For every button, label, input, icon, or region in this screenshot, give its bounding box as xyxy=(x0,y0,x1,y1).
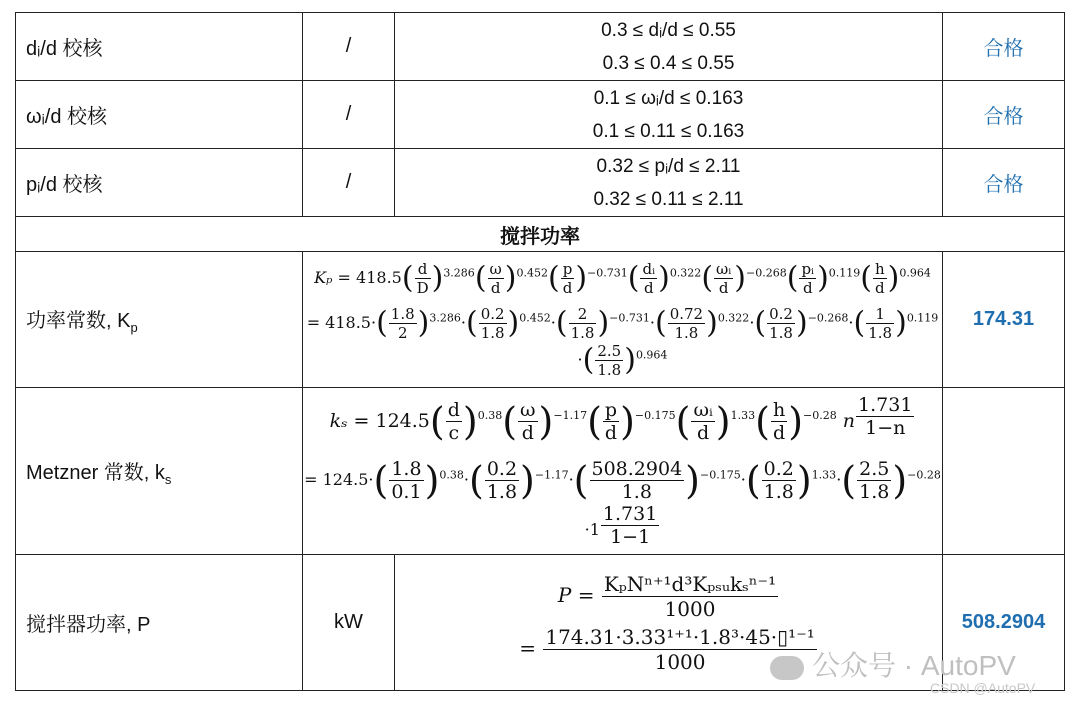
exponent: −0.731 xyxy=(587,266,628,280)
formula-cell xyxy=(395,81,943,149)
numerator: 1.8 xyxy=(391,458,422,481)
left-paren: ( xyxy=(547,260,560,296)
right-paren: ) xyxy=(417,305,430,341)
power-symbol: P xyxy=(557,582,572,607)
tail-value: ·1 xyxy=(584,519,600,539)
exponent: 0.322 xyxy=(669,266,702,280)
numerator: p xyxy=(604,399,618,422)
exponent: −0.731 xyxy=(609,311,650,325)
right-paren: ) xyxy=(734,260,746,296)
dot: · xyxy=(577,350,583,369)
fraction xyxy=(518,399,538,444)
left-paren: ( xyxy=(755,399,770,444)
exponent: 0.119 xyxy=(828,266,861,280)
fraction xyxy=(389,458,423,503)
exponent: −0.268 xyxy=(746,266,787,280)
numerator: ωᵢ xyxy=(693,399,713,422)
numerator: 0.2 xyxy=(769,305,793,323)
left-paren: ( xyxy=(502,399,518,444)
denominator: d xyxy=(490,279,501,297)
numerator: pᵢ xyxy=(801,260,815,278)
unit-cell: / xyxy=(303,13,395,81)
denominator: d xyxy=(697,422,710,445)
left-paren: ( xyxy=(754,305,767,341)
exponent: 0.38 xyxy=(439,468,464,482)
fraction xyxy=(569,305,597,342)
table-row xyxy=(16,252,1065,388)
dot: · xyxy=(740,470,746,490)
check-label: pᵢ/d 校核 xyxy=(16,149,303,217)
kp-symbol: Kₚ xyxy=(314,268,333,287)
numerator: d xyxy=(415,260,431,279)
check-label: dᵢ/d 校核 xyxy=(16,13,303,81)
fraction xyxy=(561,260,575,297)
formula-term xyxy=(755,399,837,444)
formula-term xyxy=(402,260,475,297)
left-paren: ( xyxy=(474,260,487,296)
dot: · xyxy=(848,313,854,332)
left-paren: ( xyxy=(786,260,799,296)
power-numeric-line: = $\frac{\text{174.31·3.33¹⁺¹·1.8³·45·▯¹⁻¹}}{1000}$ xyxy=(519,624,815,674)
fraction xyxy=(590,458,685,503)
calc-table xyxy=(15,12,1065,691)
exponent: 0.964 xyxy=(899,266,931,280)
denominator: 1.8 xyxy=(570,324,595,342)
left-paren: ( xyxy=(465,305,478,341)
right-paren: ) xyxy=(658,260,670,296)
left-paren: ( xyxy=(468,458,484,503)
numerator: ω xyxy=(489,260,502,278)
denominator: d xyxy=(521,422,534,445)
formula-term xyxy=(848,305,938,342)
exponent: −0.28 xyxy=(803,409,837,423)
numerator: 2.5 xyxy=(859,458,890,481)
exponent: 3.286 xyxy=(429,311,461,325)
numerator: 0.2 xyxy=(763,458,794,481)
right-paren: ) xyxy=(788,399,804,444)
fraction xyxy=(603,399,619,444)
formula-term xyxy=(368,458,463,503)
result-cell: 合格 xyxy=(943,81,1065,149)
exponent: −0.268 xyxy=(807,311,849,325)
numerator: 1 xyxy=(866,305,894,324)
left-paren: ( xyxy=(860,260,872,296)
denominator: 1.8 xyxy=(674,324,699,342)
formula-term xyxy=(578,342,668,379)
exponent: 0.964 xyxy=(635,348,668,362)
dot: · xyxy=(460,313,466,332)
denominator: d xyxy=(604,422,618,445)
fraction xyxy=(866,305,894,342)
fraction xyxy=(691,399,714,444)
numerator: h xyxy=(772,399,786,422)
exponent: 1.33 xyxy=(811,468,837,482)
equals: = 124.5 xyxy=(347,409,430,432)
dot: · xyxy=(649,313,655,332)
denominator: 1.8 xyxy=(859,481,890,504)
right-paren: ) xyxy=(504,260,517,296)
denominator: 0.1 xyxy=(391,481,422,504)
left-paren: ( xyxy=(429,399,445,444)
exponent: 0.38 xyxy=(477,409,503,423)
denominator: 1−1 xyxy=(610,526,651,549)
fraction xyxy=(857,458,891,503)
formula-term xyxy=(430,399,502,444)
formula-term xyxy=(548,260,628,297)
exponent: 1.33 xyxy=(730,409,756,423)
right-paren: ) xyxy=(424,458,440,503)
denominator: 2 xyxy=(397,324,408,342)
denominator: d xyxy=(802,279,813,297)
numerator: h xyxy=(875,260,885,278)
fraction xyxy=(485,458,519,503)
power-value-numerator: 174.31·3.33¹⁺¹·1.8³·45·▯¹⁻¹ xyxy=(545,624,815,649)
denominator: D xyxy=(416,279,429,297)
formula-term xyxy=(371,305,461,342)
numerator: p xyxy=(562,260,573,278)
right-paren: ) xyxy=(520,458,535,503)
fraction xyxy=(767,305,795,342)
kp-result: 174.31 xyxy=(943,252,1065,388)
kp-symbolic-line xyxy=(303,260,942,297)
power-label: 搅拌器功率, P xyxy=(16,555,303,691)
equals: = 418.5 xyxy=(306,313,371,332)
formula-term xyxy=(701,260,786,297)
watermark xyxy=(770,644,1016,684)
formula-term xyxy=(860,260,931,297)
value-line: 0.32 ≤ 0.11 ≤ 2.11 xyxy=(593,188,744,210)
ks-result xyxy=(943,388,1065,555)
formula-term xyxy=(628,260,702,297)
right-paren: ) xyxy=(892,458,908,503)
range-line: 0.3 ≤ dᵢ/d ≤ 0.55 xyxy=(601,19,736,41)
tail-exponent xyxy=(855,393,915,439)
exponent: −0.28 xyxy=(907,468,941,482)
exponent: 0.452 xyxy=(519,311,551,325)
formula-term xyxy=(787,260,861,297)
fraction xyxy=(479,305,507,342)
numerator: 1.731 xyxy=(858,393,913,416)
formula-term xyxy=(836,458,941,503)
numerator: 2.5 xyxy=(597,342,622,360)
table-row xyxy=(16,81,1065,149)
table-row xyxy=(16,149,1065,217)
unit-cell: / xyxy=(303,149,395,217)
exponent: 0.119 xyxy=(906,311,939,325)
numerator: d xyxy=(447,399,460,422)
formula-term xyxy=(741,458,836,503)
unit-cell: / xyxy=(303,81,395,149)
formula-term xyxy=(569,458,741,503)
left-paren: ( xyxy=(701,260,714,296)
fraction xyxy=(415,260,431,297)
left-paren: ( xyxy=(555,305,568,341)
csdn-watermark: CSDN @AutoPV xyxy=(930,680,1036,696)
power-value-denominator: 1000 xyxy=(654,649,706,674)
tail-value-exponent xyxy=(600,503,660,549)
denominator: c xyxy=(448,422,460,445)
left-paren: ( xyxy=(582,342,595,378)
fraction xyxy=(668,305,705,342)
power-fraction xyxy=(602,572,778,621)
exponent: 0.322 xyxy=(717,311,750,325)
denominator: d xyxy=(772,422,786,445)
fraction xyxy=(714,260,733,297)
right-paren: ) xyxy=(895,305,907,341)
fraction xyxy=(446,399,462,444)
right-paren: ) xyxy=(796,458,812,503)
fraction xyxy=(389,305,417,342)
denominator: 1.8 xyxy=(597,361,622,379)
ks-tail xyxy=(836,393,916,439)
right-paren: ) xyxy=(624,342,636,378)
denominator: d xyxy=(562,279,573,297)
denominator: 1−n xyxy=(865,416,906,439)
ks-tail-value xyxy=(584,503,661,549)
watermark-text: 公众号 · AutoPV xyxy=(812,650,1016,681)
value-line: 0.3 ≤ 0.4 ≤ 0.55 xyxy=(602,52,735,74)
power-result: 508.2904 xyxy=(943,555,1065,691)
left-paren: ( xyxy=(373,458,389,503)
ks-label-text: Metzner 常数, k xyxy=(26,461,165,484)
table-row xyxy=(16,13,1065,81)
left-paren: ( xyxy=(627,260,640,296)
range-line: 0.32 ≤ pᵢ/d ≤ 2.11 xyxy=(596,155,741,177)
dot: · xyxy=(368,470,374,490)
result-cell: 合格 xyxy=(943,13,1065,81)
kp-label xyxy=(16,252,303,388)
numerator: ω xyxy=(520,399,536,422)
numerator: 1.8 xyxy=(390,305,415,323)
section-row xyxy=(16,217,1065,252)
power-unit: kW xyxy=(303,555,395,691)
right-paren: ) xyxy=(620,399,635,444)
exponent: 3.286 xyxy=(443,266,475,280)
numerator: ωᵢ xyxy=(716,260,732,278)
dot: · xyxy=(550,313,556,332)
check-label: ωᵢ/d 校核 xyxy=(16,81,303,149)
dot: · xyxy=(370,313,377,332)
numerator: 0.2 xyxy=(486,458,518,481)
fraction xyxy=(488,260,504,297)
numerator: 508.2904 xyxy=(591,458,683,481)
exponent: 0.452 xyxy=(516,266,548,280)
power-numerator: KₚNⁿ⁺¹d³Kₚₛᵤkₛⁿ⁻¹ xyxy=(603,571,777,596)
left-paren: ( xyxy=(376,305,388,341)
denominator: 1.8 xyxy=(763,481,794,504)
right-paren: ) xyxy=(795,305,808,341)
right-paren: ) xyxy=(715,399,731,444)
tail-symbol: n xyxy=(836,409,856,432)
numerator: 2 xyxy=(569,305,597,324)
formula-term xyxy=(676,399,755,444)
kp-numeric-line xyxy=(303,305,942,379)
kp-formula xyxy=(303,252,943,388)
denominator: 1.8 xyxy=(480,324,505,342)
numerator: 1.731 xyxy=(602,503,658,526)
formula-term xyxy=(650,305,749,342)
tail-fraction xyxy=(856,394,914,439)
ks-symbol: kₛ xyxy=(329,409,348,432)
fraction xyxy=(762,458,796,503)
right-paren: ) xyxy=(706,305,718,341)
ks-label-sub: s xyxy=(164,471,172,487)
kp-label-sub: p xyxy=(130,320,138,335)
right-paren: ) xyxy=(538,399,554,444)
denominator: 1.8 xyxy=(486,481,518,504)
denominator: d xyxy=(718,279,729,297)
result-cell: 合格 xyxy=(943,149,1065,217)
power-symbolic-line: P = $\frac{\text{KₚNⁿ⁺¹d³Kₚₛᵤkₛⁿ⁻¹}}{1000}$ xyxy=(557,571,777,621)
dot: · xyxy=(463,470,469,490)
denominator: 1.8 xyxy=(868,324,893,342)
formula-term xyxy=(464,458,569,503)
equals: = 418.5 xyxy=(332,268,402,287)
dot: · xyxy=(749,313,755,332)
section-title: 搅拌功率 xyxy=(16,217,1065,252)
numerator: dᵢ xyxy=(642,260,656,278)
fraction xyxy=(771,399,787,444)
right-paren: ) xyxy=(887,260,900,296)
equals: = 124.5 xyxy=(304,470,369,490)
left-paren: ( xyxy=(401,260,414,296)
right-paren: ) xyxy=(575,260,588,296)
formula-cell xyxy=(395,13,943,81)
denominator: d xyxy=(643,279,654,297)
fraction xyxy=(595,342,623,379)
dot: · xyxy=(836,470,842,490)
ks-formula xyxy=(303,388,943,555)
left-paren: ( xyxy=(853,305,866,341)
fraction xyxy=(640,260,657,297)
ks-symbolic-line xyxy=(303,394,942,444)
formula-cell xyxy=(395,149,943,217)
formula-term xyxy=(461,305,551,342)
right-paren: ) xyxy=(597,305,610,341)
formula-term xyxy=(551,305,650,342)
exponent: −1.17 xyxy=(553,409,588,423)
fraction xyxy=(873,260,887,297)
range-line: 0.1 ≤ ωᵢ/d ≤ 0.163 xyxy=(593,87,744,109)
table-row xyxy=(16,388,1065,555)
ks-numeric-line xyxy=(303,458,942,548)
left-paren: ( xyxy=(654,305,667,341)
ks-label xyxy=(16,388,303,555)
left-paren: ( xyxy=(745,458,761,503)
wechat-icon xyxy=(770,656,804,680)
numerator: 0.72 xyxy=(669,305,704,323)
right-paren: ) xyxy=(507,305,520,341)
dot: · xyxy=(568,470,574,490)
denominator: d xyxy=(875,279,885,297)
formula-term xyxy=(502,399,587,444)
left-paren: ( xyxy=(587,399,602,444)
left-paren: ( xyxy=(573,458,589,503)
numerator: 0.2 xyxy=(480,305,505,323)
denominator: 1.8 xyxy=(621,481,652,504)
right-paren: ) xyxy=(462,399,478,444)
denominator: 1.8 xyxy=(769,324,793,342)
left-paren: ( xyxy=(841,458,857,503)
exponent: −0.175 xyxy=(634,409,676,423)
exponent: −0.175 xyxy=(700,468,741,482)
right-paren: ) xyxy=(685,458,700,503)
fraction xyxy=(799,260,816,297)
tail-value-fraction xyxy=(601,503,659,548)
power-denominator: 1000 xyxy=(664,596,716,621)
right-paren: ) xyxy=(817,260,829,296)
exponent: −1.17 xyxy=(534,468,569,482)
kp-label-text: 功率常数, K xyxy=(26,310,131,332)
value-line: 0.1 ≤ 0.11 ≤ 0.163 xyxy=(592,120,745,142)
formula-term xyxy=(749,305,848,342)
right-paren: ) xyxy=(431,260,444,296)
formula-term xyxy=(587,399,676,444)
left-paren: ( xyxy=(675,399,691,444)
formula-term xyxy=(475,260,548,297)
